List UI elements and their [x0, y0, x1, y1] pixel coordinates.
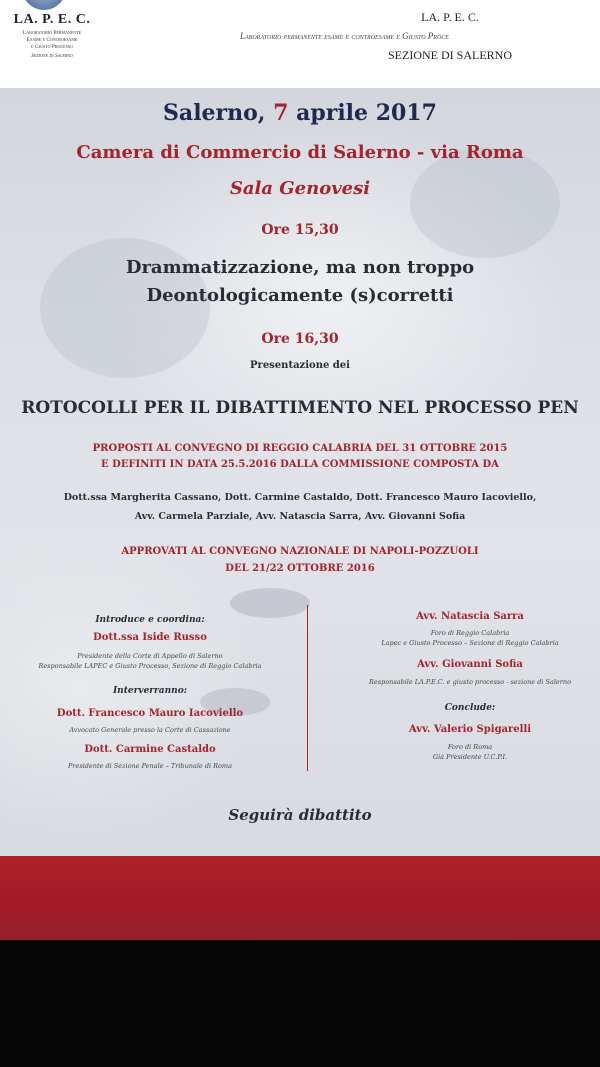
protocols-title: ROTOCOLLI PER IL DIBATTIMENTO NEL PROCESSO PEN	[21, 398, 579, 418]
speaker-name: Dott. Francesco Mauro Iacoviello	[56, 708, 244, 719]
intro-name: Dott.ssa Iside Russo	[93, 632, 207, 643]
logo-title: LA. P. E. C.	[13, 12, 91, 27]
event-venue: Camera di Commercio di Salerno - via Roma	[76, 142, 524, 163]
logo-line: Esame e Controesame	[26, 37, 78, 43]
speaker-role: Avvocato Generale presso la Corte di Cassazione	[69, 726, 231, 734]
event-room: Sala Genovesi	[229, 178, 371, 199]
poster-body	[0, 88, 600, 856]
speakers-label: Interverranno:	[112, 686, 188, 696]
background-shape	[410, 148, 560, 258]
session-title-line2: Deontologicamente (s)corretti	[146, 285, 454, 306]
speaker-name: Dott. Carmine Castaldo	[84, 744, 216, 755]
intro-label: Introduce e coordina:	[95, 615, 205, 625]
header-section: SEZIONE DI SALERNO	[388, 48, 512, 62]
speaker-role: Presidente di Sezione Penale – Tribunale di Roma	[68, 762, 232, 770]
commission-line2: Avv. Carmela Parziale, Avv. Natascia Sarra, Avv. Giovanni Sofia	[134, 511, 466, 522]
speaker-role: Foro di Reggio Calabria	[430, 629, 510, 637]
time-second: Ore 16,30	[261, 331, 339, 347]
proposed-line1: PROPOSTI AL CONVEGNO DI REGGIO CALABRIA DEL 31 OTTOBRE 2015	[92, 443, 508, 454]
concl-name: Avv. Valerio Spigarelli	[408, 724, 532, 735]
concl-role: Già Presidente U.C.P.I.	[432, 753, 508, 761]
intro-role: Presidente della Corte di Appello di Salerno	[77, 652, 223, 660]
speaker-name: Avv. Natascia Sarra	[416, 611, 524, 622]
speaker-name: Avv. Giovanni Sofia	[417, 659, 523, 670]
footer-red-band	[0, 856, 600, 940]
proposed-line2: E DEFINITI IN DATA 25.5.2016 DALLA COMMISSIONE COMPOSTA DA	[101, 459, 499, 470]
session-title-line1: Drammatizzazione, ma non troppo	[125, 257, 475, 278]
closing-note: Seguirà dibattito	[228, 806, 372, 824]
header-org-title: LA. P. E. C.	[421, 10, 479, 24]
globe-logo-icon	[22, 0, 66, 10]
header-org-subtitle: Laboratorio permanente esame e controesame e Giusto Proce	[240, 31, 449, 41]
approved-line1: APPROVATI AL CONVEGNO NAZIONALE DI NAPOLI-POZZUOLI	[121, 546, 479, 557]
commission-line1: Dott.ssa Margherita Cassano, Dott. Carmine Castaldo, Dott. Francesco Mauro Iacoviello,	[63, 492, 537, 503]
logo-line: Sezione di Salerno	[31, 53, 73, 59]
time-first: Ore 15,30	[261, 222, 339, 238]
speaker-role: Lapec e Giusto Processo – Sezione di Reggio Calabria	[381, 639, 559, 647]
presentation-label: Presentazione dei	[250, 360, 350, 371]
speaker-role: Responsabile LA.P.E.C. e giusto processo - sezione di Salerno	[369, 678, 571, 686]
logo-line: e Giusto Processo	[31, 44, 73, 50]
approved-line2: DEL 21/22 OTTOBRE 2016	[225, 563, 375, 574]
logo-line: Laboratorio Permanente	[22, 30, 82, 36]
background-shape	[230, 588, 310, 618]
event-date: Salerno, 7 aprile 2017	[163, 100, 437, 126]
concl-role: Foro di Roma	[447, 743, 493, 751]
column-divider	[307, 605, 308, 771]
concl-label: Conclude:	[444, 703, 496, 713]
header-bar	[0, 0, 600, 88]
intro-role: Responsabile LAPEC e Giusto Processo, Sezione di Reggio Calabria	[38, 662, 262, 670]
